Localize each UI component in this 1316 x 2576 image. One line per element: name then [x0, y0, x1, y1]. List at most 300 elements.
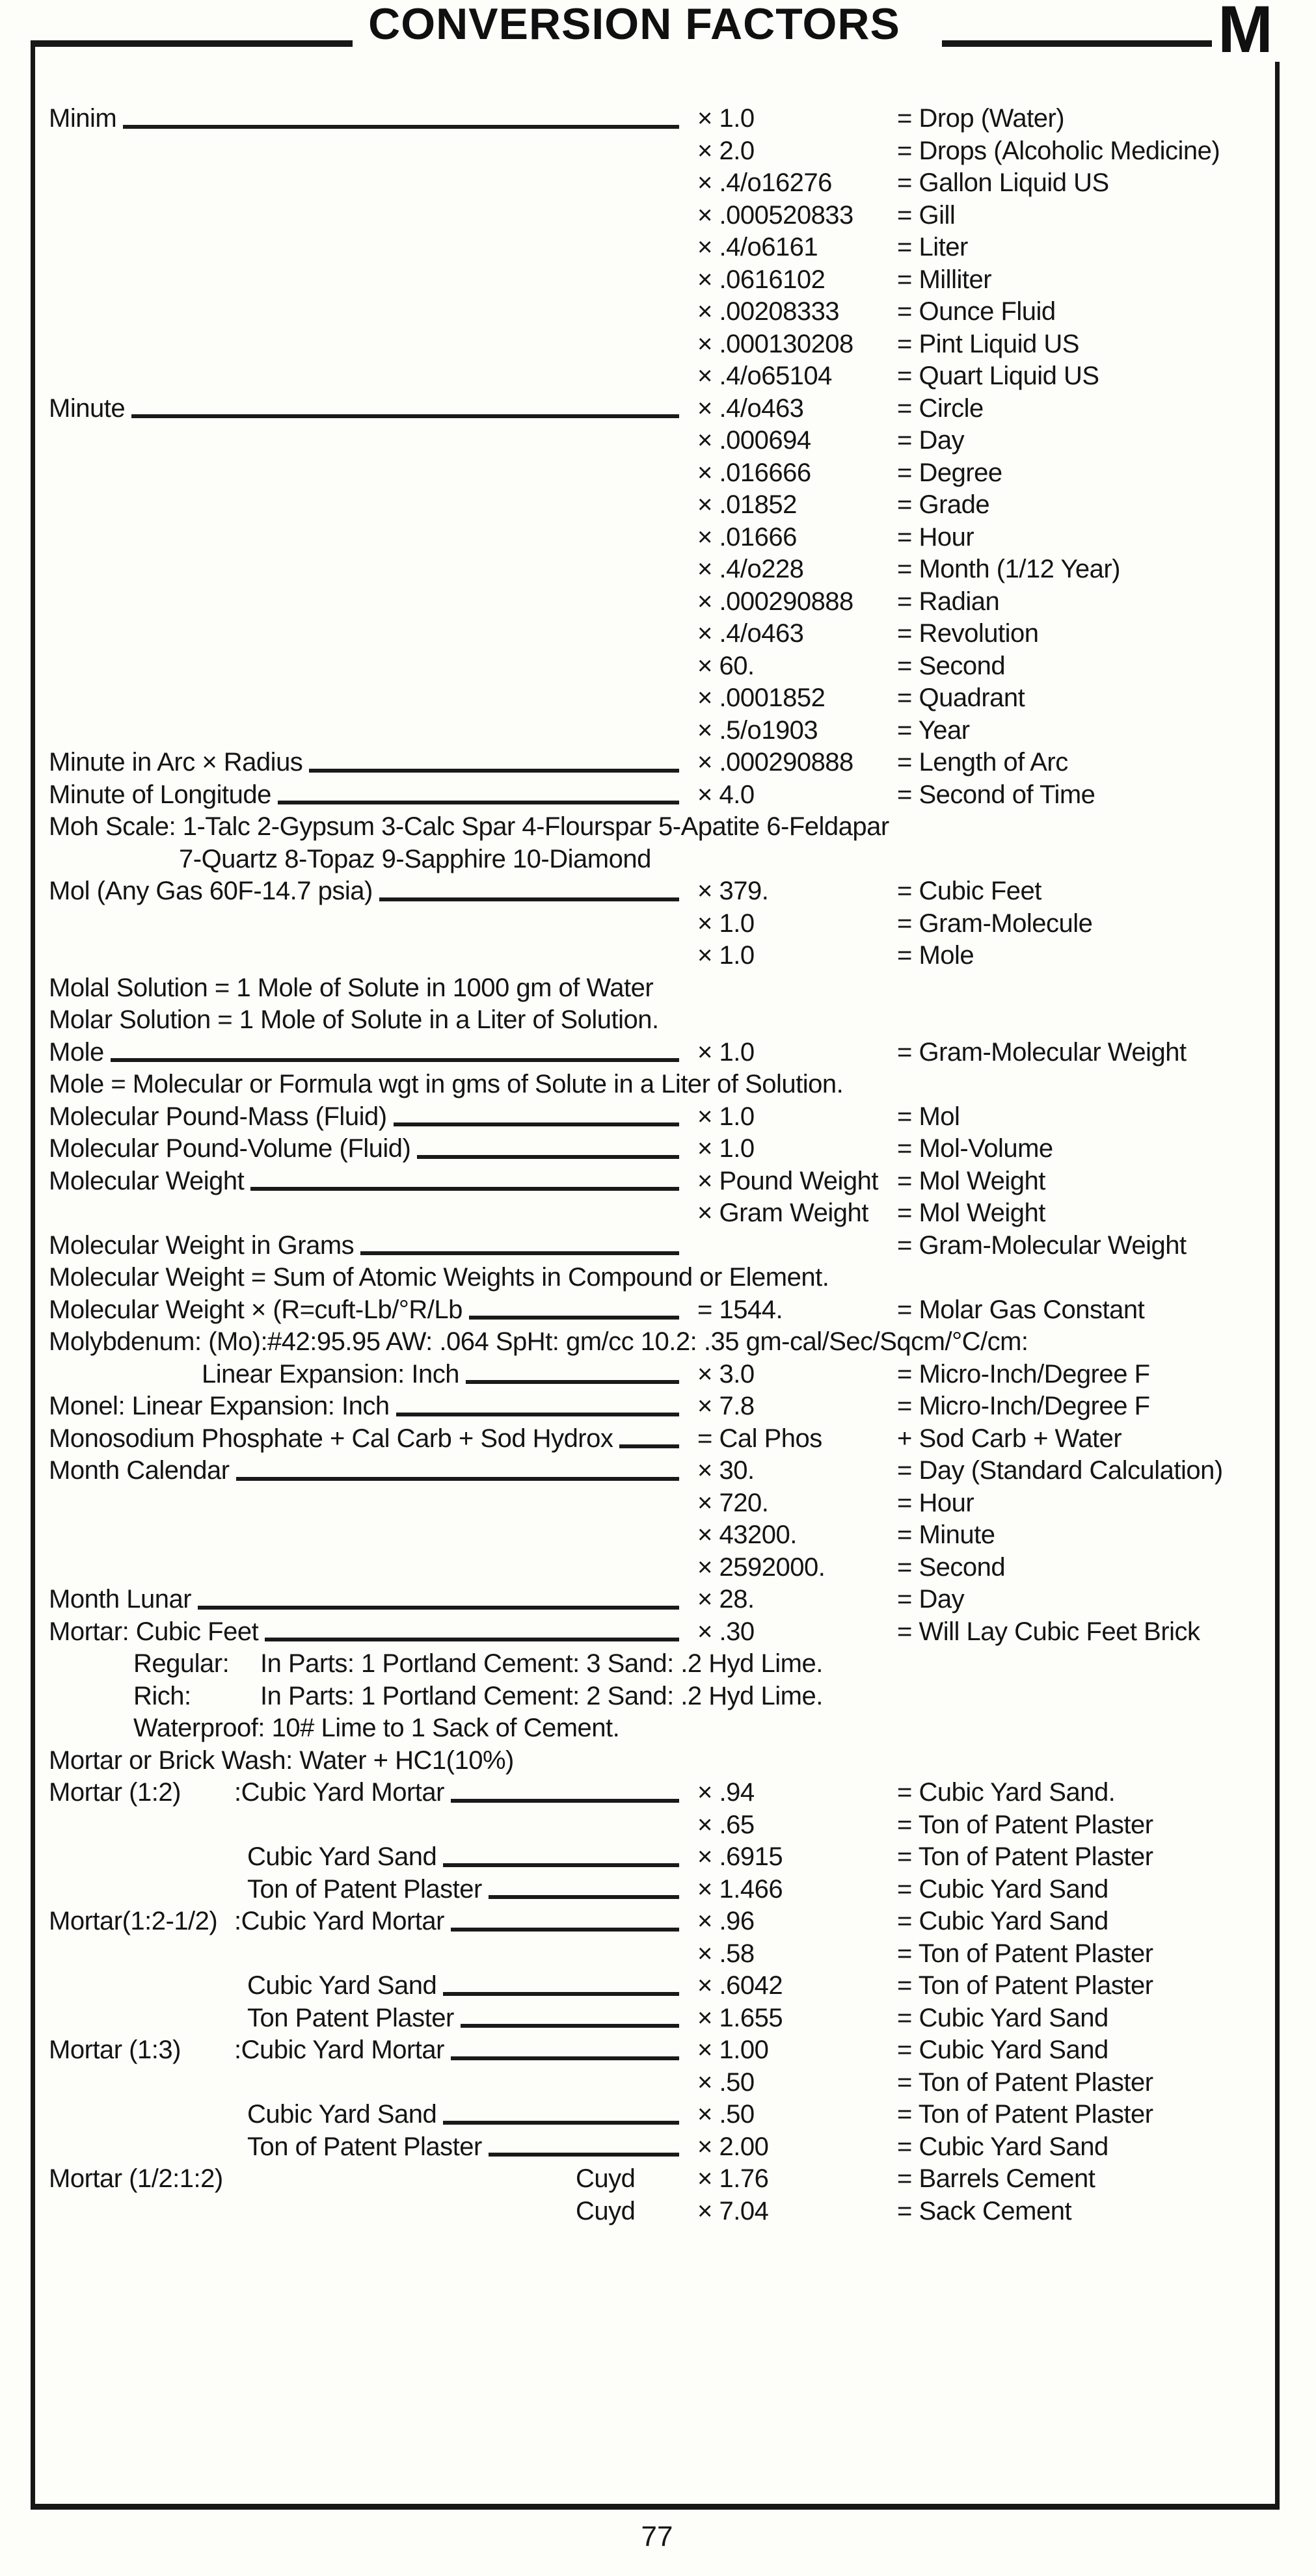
row-label-cell — [49, 522, 697, 554]
table-row — [49, 2163, 1274, 2196]
row-leader-line — [417, 1155, 679, 1159]
table-row — [49, 940, 1274, 972]
row-group-label: Mortar(1:2-1/2) — [49, 1907, 218, 1935]
row-leader-line — [236, 1477, 679, 1481]
page-number: 77 — [641, 2521, 673, 2553]
table-row — [49, 489, 1274, 522]
page-title: CONVERSION FACTORS — [368, 0, 900, 49]
row-label-cell — [49, 1101, 697, 1134]
frame-border-bottom — [31, 2504, 1280, 2510]
table-row — [49, 553, 1274, 586]
table-row — [49, 103, 1274, 135]
row-text — [133, 1648, 823, 1680]
row-result: = Grade — [897, 490, 990, 519]
row-result: = Hour — [897, 1488, 974, 1517]
row-result: = Gill — [897, 200, 956, 230]
table-row — [49, 586, 1274, 618]
table-row — [49, 1101, 1274, 1134]
row-multiplier: × 60. — [697, 651, 755, 680]
table-row — [49, 296, 1274, 328]
table-row — [49, 2131, 1274, 2164]
row-result: = Degree — [897, 458, 1002, 487]
row-result: = Ton of Patent Plaster — [897, 2100, 1153, 2129]
row-multiplier: × .94 — [697, 1778, 755, 1807]
row-leader-line — [265, 1638, 679, 1641]
table-row — [49, 457, 1274, 490]
row-result: = Micro-Inch/Degree F — [897, 1359, 1150, 1388]
row-leader-line — [111, 1058, 679, 1062]
row-multiplier: × .000694 — [697, 426, 811, 455]
row-label-cell — [49, 1294, 697, 1327]
row-result: = Drop (Water) — [897, 104, 1065, 133]
table-row — [49, 1552, 1274, 1584]
row-text-rest: In Parts: 1 Portland Cement: 2 Sand: .2 Hyd Lime. — [260, 1681, 823, 1710]
row-result: = Will Lay Cubic Feet Brick — [897, 1617, 1200, 1646]
row-multiplier — [697, 1230, 897, 1262]
row-label-cell — [49, 2196, 697, 2228]
row-result: = Micro-Inch/Degree F — [897, 1392, 1150, 1420]
row-unit: Cuyd — [576, 2196, 636, 2225]
table-row — [49, 1230, 1274, 1262]
row-label-cell — [49, 328, 697, 361]
row-result: = Mol Weight — [897, 1166, 1045, 1195]
row-label-cell — [49, 747, 697, 779]
row-label-cell — [49, 1519, 697, 1552]
row-label-cell — [49, 425, 697, 457]
row-leader-line — [443, 1863, 679, 1867]
row-result: = Molar Gas Constant — [897, 1295, 1145, 1324]
table-row — [49, 1004, 1274, 1037]
row-text-lead: Rich: — [133, 1681, 191, 1710]
row-result: = Mol Weight — [897, 1199, 1045, 1227]
row-label-cell — [49, 1809, 697, 1842]
row-multiplier: × .4/o463 — [697, 393, 804, 423]
row-result: = Revolution — [897, 619, 1039, 648]
table-row — [49, 1970, 1274, 2002]
row-multiplier: × 720. — [697, 1488, 769, 1517]
row-text-lead: Regular: — [133, 1649, 230, 1678]
row-label: :Cubic Yard Mortar — [234, 1907, 444, 1935]
row-text: Moh Scale: 1-Talc 2-Gypsum 3-Calc Spar 4-Flourspar 5-Apatite 6-Feldapar — [49, 812, 889, 841]
row-label: Ton Patent Plaster — [247, 2003, 454, 2032]
row-multiplier: × .0616102 — [697, 265, 826, 294]
row-result: = Mol — [897, 1102, 960, 1131]
row-label-cell — [49, 618, 697, 650]
row-label-cell — [49, 103, 697, 135]
table-row — [49, 425, 1274, 457]
row-result: = Drops (Alcoholic Medicine) — [897, 136, 1220, 165]
table-row — [49, 715, 1274, 747]
table-row — [49, 1359, 1274, 1391]
row-label-cell — [49, 167, 697, 200]
row-label: Mortar: Cubic Feet — [49, 1617, 259, 1646]
row-result: = Cubic Yard Sand — [897, 1907, 1108, 1935]
row-multiplier: × 1.0 — [697, 1037, 755, 1067]
table-row — [49, 1423, 1274, 1455]
row-multiplier: × .01852 — [697, 490, 797, 519]
row-leader-line — [619, 1444, 679, 1448]
row-label-cell — [49, 1905, 697, 1938]
row-label: Month Calendar — [49, 1456, 230, 1485]
row-label: Cubic Yard Sand — [247, 1971, 437, 2000]
row-leader-line — [131, 414, 679, 418]
row-label-cell — [49, 1455, 697, 1487]
row-result: = Quart Liquid US — [897, 362, 1099, 390]
row-label-cell — [49, 2131, 697, 2164]
table-row — [49, 1905, 1274, 1938]
row-result: = Liter — [897, 233, 968, 261]
frame-border-left — [31, 40, 35, 2510]
row-label: Minute of Longitude — [49, 780, 271, 809]
row-result: = Ton of Patent Plaster — [897, 1842, 1153, 1871]
table-row — [49, 2002, 1274, 2035]
row-text: Molal Solution = 1 Mole of Solute in 1000 gm of Water — [49, 973, 654, 1002]
row-multiplier: × .4/o463 — [697, 619, 804, 648]
table-row — [49, 875, 1274, 908]
row-label: :Cubic Yard Mortar — [234, 2036, 444, 2064]
table-row — [49, 618, 1274, 650]
row-label-cell — [49, 2067, 697, 2099]
row-group-label: Mortar (1/2:1:2) — [49, 2164, 223, 2193]
row-multiplier: × 2.0 — [697, 136, 755, 165]
row-label-cell — [49, 1487, 697, 1520]
row-leader-line — [489, 2153, 679, 2157]
row-multiplier: × 1.0 — [697, 1102, 755, 1131]
row-leader-line — [198, 1606, 679, 1610]
table-row — [49, 1519, 1274, 1552]
row-multiplier: × 30. — [697, 1456, 755, 1485]
row-result: = Cubic Feet — [897, 877, 1041, 905]
row-result: = Sack Cement — [897, 2196, 1072, 2225]
table-row — [49, 682, 1274, 715]
table-row — [49, 360, 1274, 393]
row-multiplier: × 1.0 — [697, 909, 755, 938]
row-result: = Hour — [897, 522, 974, 551]
table-row — [49, 1037, 1274, 1069]
row-text: Mortar or Brick Wash: Water + HC1(10%) — [49, 1746, 514, 1775]
row-label-cell — [49, 232, 697, 264]
row-label-cell — [49, 1552, 697, 1584]
row-result: = Cubic Yard Sand. — [897, 1778, 1116, 1807]
row-result: = Ton of Patent Plaster — [897, 1971, 1153, 2000]
row-result: = Cubic Yard Sand — [897, 2132, 1108, 2161]
row-multiplier: × .4/o16276 — [697, 168, 832, 197]
row-result: = Day — [897, 426, 965, 455]
row-label: Molecular Pound-Mass (Fluid) — [49, 1102, 387, 1131]
table-row — [49, 1809, 1274, 1842]
table-row — [49, 1745, 1274, 1777]
row-multiplier: × .65 — [697, 1810, 755, 1839]
row-result: = Day — [897, 1585, 965, 1613]
row-label: :Cubic Yard Mortar — [234, 1778, 444, 1807]
table-row — [49, 811, 1274, 843]
row-multiplier: × .6042 — [697, 1971, 783, 2000]
row-multiplier: × .4/o6161 — [697, 233, 818, 261]
table-row — [49, 1874, 1274, 1906]
row-label-cell — [49, 1777, 697, 1809]
table-row — [49, 328, 1274, 361]
row-multiplier: × 2.00 — [697, 2132, 769, 2161]
row-result: = Ton of Patent Plaster — [897, 1810, 1153, 1839]
row-leader-line — [278, 801, 679, 804]
row-multiplier: × .50 — [697, 2067, 755, 2097]
row-label-cell — [49, 1423, 697, 1455]
row-leader-line — [443, 2121, 679, 2125]
row-label: Month Lunar — [49, 1585, 192, 1613]
row-leader-line — [394, 1122, 679, 1126]
row-multiplier: × 1.00 — [697, 2036, 769, 2064]
row-multiplier: × 1.0 — [697, 104, 755, 133]
table-row — [49, 2196, 1274, 2228]
row-multiplier: × 1.76 — [697, 2164, 769, 2193]
row-multiplier: × .5/o1903 — [697, 715, 818, 745]
row-result: = Day (Standard Calculation) — [897, 1456, 1223, 1485]
table-row — [49, 908, 1274, 940]
title-rule-right — [942, 40, 1212, 47]
table-row — [49, 1069, 1274, 1101]
row-label: Mole — [49, 1037, 104, 1067]
table-row — [49, 1680, 1274, 1713]
row-label-cell — [49, 200, 697, 232]
row-label-cell — [49, 1037, 697, 1069]
row-label: Molecular Pound-Volume (Fluid) — [49, 1134, 411, 1163]
row-result: = Gram-Molecular Weight — [897, 1230, 1187, 1260]
table-row — [49, 2067, 1274, 2099]
row-label: Cubic Yard Sand — [247, 1842, 437, 1871]
row-multiplier: × .4/o65104 — [697, 362, 832, 390]
conversion-table — [49, 103, 1274, 2227]
row-result: = Year — [897, 715, 970, 745]
row-label: Ton of Patent Plaster — [247, 1874, 482, 1904]
row-label-cell — [49, 1970, 697, 2002]
row-label: Minute — [49, 393, 126, 423]
row-label-cell — [49, 2034, 697, 2067]
table-row — [49, 1294, 1274, 1327]
row-text-rest: In Parts: 1 Portland Cement: 3 Sand: .2 Hyd Lime. — [260, 1649, 823, 1678]
row-multiplier: = 1544. — [697, 1295, 783, 1324]
row-result: = Milliter — [897, 265, 992, 294]
row-leader-line — [396, 1413, 679, 1416]
table-row — [49, 1584, 1274, 1616]
row-label-cell — [49, 264, 697, 297]
frame-border-right — [1275, 62, 1280, 2510]
row-multiplier: × .4/o228 — [697, 555, 804, 583]
row-label-cell — [49, 1874, 697, 1906]
row-multiplier: × 1.655 — [697, 2003, 783, 2032]
row-label: Monel: Linear Expansion: Inch — [49, 1392, 390, 1420]
row-multiplier: × .96 — [697, 1907, 755, 1935]
row-label-cell — [49, 393, 697, 425]
row-result: = Pint Liquid US — [897, 329, 1079, 358]
row-label: Cubic Yard Sand — [247, 2100, 437, 2129]
row-text: Mole = Molecular or Formula wgt in gms of Solute in a Liter of Solution. — [49, 1070, 844, 1098]
row-leader-line — [443, 1992, 679, 1996]
table-row — [49, 650, 1274, 683]
row-label-cell — [49, 1938, 697, 1971]
row-multiplier: × 2592000. — [697, 1552, 826, 1582]
row-label-cell — [49, 2163, 697, 2196]
row-group-label: Mortar (1:3) — [49, 2036, 181, 2064]
row-result: + Sod Carb + Water — [897, 1424, 1122, 1453]
row-multiplier: × 28. — [697, 1585, 755, 1613]
row-multiplier: × .000130208 — [697, 329, 853, 358]
row-label-cell — [49, 586, 697, 618]
row-result: = Length of Arc — [897, 748, 1068, 777]
table-row — [49, 393, 1274, 425]
row-result: = Gallon Liquid US — [897, 168, 1109, 197]
table-row — [49, 1133, 1274, 1165]
table-row — [49, 1648, 1274, 1680]
row-leader-line — [469, 1316, 679, 1320]
table-row — [49, 843, 1274, 876]
title-rule-left — [31, 40, 353, 47]
row-result: = Second — [897, 1552, 1006, 1582]
row-result: = Mol-Volume — [897, 1134, 1053, 1163]
row-label: Minim — [49, 104, 117, 133]
row-leader-line — [309, 769, 679, 773]
row-label-cell — [49, 1584, 697, 1616]
row-multiplier: × 1.0 — [697, 1134, 755, 1163]
table-row — [49, 1841, 1274, 1874]
table-row — [49, 232, 1274, 264]
row-multiplier: × 1.0 — [697, 941, 755, 970]
row-label: Molecular Weight — [49, 1166, 245, 1195]
row-label-cell — [49, 457, 697, 490]
row-label: Mol (Any Gas 60F-14.7 psia) — [49, 877, 373, 905]
row-multiplier: × .016666 — [697, 458, 811, 487]
row-result: = Ton of Patent Plaster — [897, 1939, 1153, 1968]
row-label-cell — [49, 2002, 697, 2035]
table-row — [49, 200, 1274, 232]
row-result: = Second — [897, 651, 1006, 680]
row-label-cell — [49, 715, 697, 747]
row-result: = Gram-Molecular Weight — [897, 1037, 1187, 1067]
row-leader-line — [461, 2024, 679, 2028]
table-row — [49, 2034, 1274, 2067]
row-leader-line — [360, 1251, 679, 1255]
table-row — [49, 1487, 1274, 1520]
row-label-cell — [49, 1165, 697, 1198]
table-row — [49, 2099, 1274, 2131]
table-row — [49, 1455, 1274, 1487]
row-label-cell — [49, 1390, 697, 1423]
row-label-cell — [49, 1359, 697, 1391]
table-row — [49, 779, 1274, 812]
row-result: = Gram-Molecule — [897, 909, 1093, 938]
row-result: = Cubic Yard Sand — [897, 2036, 1108, 2064]
table-row — [49, 1262, 1274, 1294]
row-multiplier: × .00208333 — [697, 297, 840, 326]
row-result: = Quadrant — [897, 684, 1025, 712]
row-unit: Cuyd — [576, 2164, 636, 2193]
row-group-label: Mortar (1:2) — [49, 1778, 181, 1807]
table-row — [49, 1197, 1274, 1230]
row-label: Monosodium Phosphate + Cal Carb + Sod Hydrox — [49, 1424, 613, 1453]
row-leader-line — [379, 897, 679, 901]
row-leader-line — [451, 2056, 679, 2060]
row-label-cell — [49, 360, 697, 393]
row-label-cell — [49, 1616, 697, 1649]
row-result: = Cubic Yard Sand — [897, 2003, 1108, 2032]
row-label-cell — [49, 908, 697, 940]
row-leader-line — [451, 1799, 679, 1803]
row-multiplier: × 7.04 — [697, 2196, 769, 2225]
row-text: Molybdenum: (Mo):#42:95.95 AW: .064 SpHt: gm/cc 10.2: .35 gm-cal/Sec/Sqcm/°C/cm: — [49, 1327, 1028, 1356]
section-letter: M — [1218, 0, 1273, 66]
row-multiplier: × .58 — [697, 1939, 755, 1968]
row-multiplier: × 4.0 — [697, 780, 755, 809]
row-leader-line — [123, 125, 679, 129]
row-multiplier: × .6915 — [697, 1842, 783, 1871]
row-multiplier: = Cal Phos — [697, 1424, 822, 1453]
row-multiplier: × Pound Weight — [697, 1166, 879, 1195]
row-label: Minute in Arc × Radius — [49, 748, 303, 777]
row-label-cell — [49, 875, 697, 908]
row-result: = Circle — [897, 393, 984, 423]
row-result: = Barrels Cement — [897, 2164, 1095, 2193]
row-label: Molecular Weight in Grams — [49, 1230, 355, 1260]
table-row — [49, 167, 1274, 200]
table-row — [49, 1938, 1274, 1971]
row-result: = Ounce Fluid — [897, 297, 1056, 326]
row-multiplier: × .000520833 — [697, 200, 853, 230]
row-label-cell — [49, 1230, 697, 1262]
row-label-cell — [49, 1197, 697, 1230]
row-label: Molecular Weight × (R=cuft-Lb/°R/Lb — [49, 1295, 463, 1324]
row-label-cell — [49, 940, 697, 972]
table-row — [49, 1712, 1274, 1745]
row-leader-line — [250, 1187, 679, 1191]
row-label-cell — [49, 296, 697, 328]
row-multiplier: × .01666 — [697, 522, 797, 551]
row-label-cell — [49, 682, 697, 715]
row-label: Ton of Patent Plaster — [247, 2132, 482, 2161]
row-text: Waterproof: 10# Lime to 1 Sack of Cement. — [133, 1714, 620, 1742]
row-multiplier: × 7.8 — [697, 1392, 755, 1420]
row-result: = Radian — [897, 587, 1000, 616]
table-row — [49, 1390, 1274, 1423]
table-row — [49, 522, 1274, 554]
row-text — [133, 1680, 823, 1713]
table-row — [49, 972, 1274, 1005]
row-label-cell — [49, 1841, 697, 1874]
row-label-cell — [49, 489, 697, 522]
row-multiplier: × Gram Weight — [697, 1199, 868, 1227]
row-multiplier: × .000290888 — [697, 587, 853, 616]
row-result: = Month (1/12 Year) — [897, 555, 1120, 583]
row-label-cell — [49, 2099, 697, 2131]
table-row — [49, 1326, 1274, 1359]
row-label: Linear Expansion: Inch — [202, 1359, 459, 1388]
row-multiplier: × .50 — [697, 2100, 755, 2129]
table-row — [49, 1616, 1274, 1649]
row-label-cell — [49, 553, 697, 586]
row-multiplier: × .0001852 — [697, 684, 826, 712]
row-multiplier: × 3.0 — [697, 1359, 755, 1388]
row-leader-line — [466, 1380, 679, 1384]
table-row — [49, 135, 1274, 168]
row-text: 7-Quartz 8-Topaz 9-Sapphire 10-Diamond — [179, 844, 651, 873]
row-label-cell — [49, 779, 697, 812]
row-label-cell — [49, 650, 697, 683]
table-row — [49, 264, 1274, 297]
table-row — [49, 1165, 1274, 1198]
row-result: = Ton of Patent Plaster — [897, 2067, 1153, 2097]
row-label-cell — [49, 135, 697, 168]
row-result: = Cubic Yard Sand — [897, 1874, 1108, 1904]
row-result: = Mole — [897, 941, 974, 970]
row-text: Molecular Weight = Sum of Atomic Weights in Compound or Element. — [49, 1263, 829, 1292]
